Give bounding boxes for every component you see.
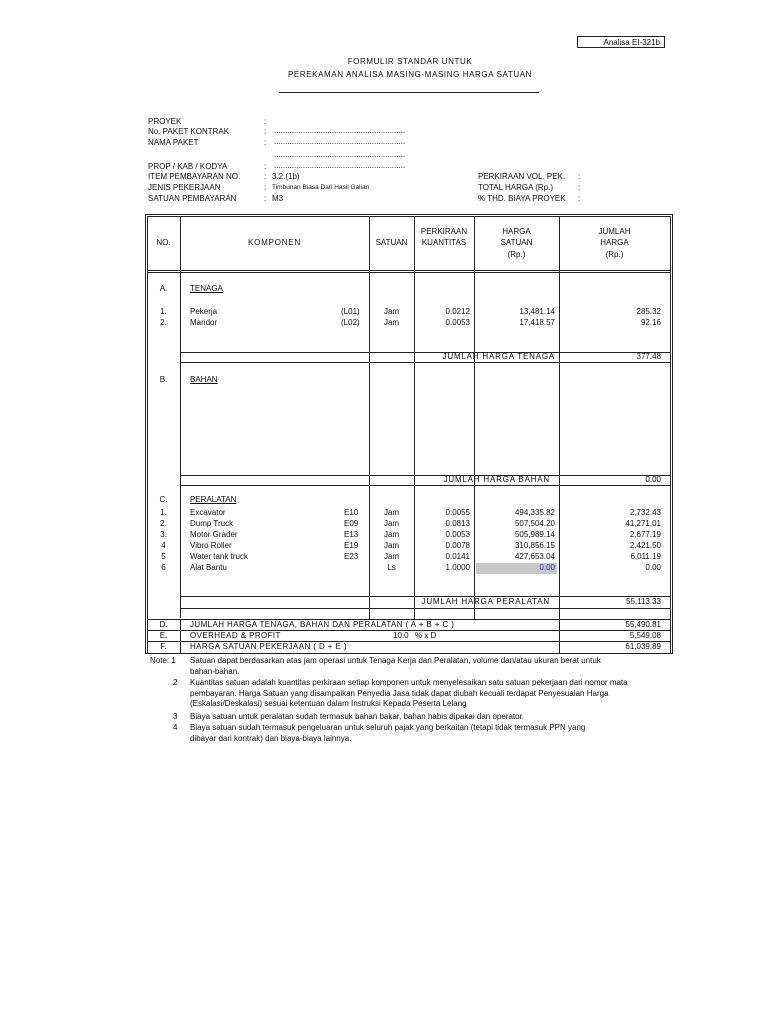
summary-d-letter: D. xyxy=(159,620,168,629)
nama-dots-2: ........................................................... xyxy=(274,150,406,159)
satuan-value: M3 xyxy=(272,194,284,203)
summary-e-label: OVERHEAD & PROFIT xyxy=(190,631,281,640)
col-header-kuantitas-2: KUANTITAS xyxy=(421,238,467,247)
col-header-jumlah-3: (Rp.) xyxy=(605,250,624,259)
nama-paket-label: NAMA PAKET xyxy=(148,138,199,147)
total-label: TOTAL HARGA (Rp.) xyxy=(478,183,553,192)
summary-e-value: 5,549.08 xyxy=(629,631,661,640)
col-header-satuan: SATUAN xyxy=(375,238,408,247)
summary-e-letter: E. xyxy=(159,631,168,640)
nama-dots-1: ........................................................... xyxy=(274,137,406,146)
satuan-label: SATUAN PEMBAYARAN xyxy=(148,194,237,203)
biaya-colon: : xyxy=(578,194,581,203)
summary-e-percent: 10.0 xyxy=(393,631,409,640)
section-c-letter: C. xyxy=(159,495,168,504)
vol-colon: : xyxy=(578,172,581,181)
tenaga-sum-value: 377.48 xyxy=(636,352,661,361)
satuan-colon: : xyxy=(264,194,267,203)
biaya-label: % THD. BIAYA PROYEK xyxy=(478,194,566,203)
summary-f-letter: F. xyxy=(160,642,167,651)
note-3-text: Biaya satuan untuk peralatan sudah termasuk bahan bakar, bahan habis dipakai dan operator. xyxy=(190,712,525,721)
peralatan-sum-label: JUMLAH HARGA PERALATAN xyxy=(421,597,550,606)
section-a-letter: A. xyxy=(159,284,168,293)
total-colon: : xyxy=(578,183,581,192)
bahan-sum-label: JUMLAH HARGA BAHAN xyxy=(443,475,550,484)
section-b-title: BAHAN xyxy=(190,375,218,384)
col-header-jumlah-2: HARGA xyxy=(600,238,629,247)
note-label: Note: 1 xyxy=(150,656,176,665)
nama-colon: : xyxy=(264,138,267,147)
jenis-colon: : xyxy=(264,183,267,192)
jenis-value: Timbunan Biasa Dari Hasil Galian xyxy=(272,184,370,191)
peralatan-sum-value: 55,113.33 xyxy=(626,597,661,606)
note-4-number: 4 xyxy=(173,723,178,732)
section-b-letter: B. xyxy=(159,375,168,384)
note-3-number: 3 xyxy=(173,712,178,721)
note-4-text: Biaya satuan sudah termasuk pengeluaran untuk seluruh pajak yang berkaitan (tetapi tidak termasuk PPN yang dibayar dari kontrak) dan biaya-biaya lainnya. xyxy=(190,723,586,743)
section-c-title: PERALATAN xyxy=(190,495,237,504)
summary-f-label: HARGA SATUAN PEKERJAAN ( D + E ) xyxy=(190,642,347,651)
jenis-label: JENIS PEKERJAAN xyxy=(148,183,221,192)
summary-f-value: 61,039.89 xyxy=(625,642,661,651)
summary-d-value: 55,490.81 xyxy=(625,620,661,629)
section-a-title: TENAGA xyxy=(190,284,223,293)
paket-colon: : xyxy=(264,127,267,136)
vol-label: PERKIRAAN VOL. PEK. xyxy=(478,172,566,181)
paket-dots: ........................................................... xyxy=(274,126,406,135)
col-header-harga-1: HARGA xyxy=(502,227,531,236)
title-underline xyxy=(279,92,539,93)
proyek-colon: : xyxy=(264,117,267,126)
col-header-komponen: KOMPONEN xyxy=(247,238,302,247)
prop-colon: : xyxy=(264,162,267,171)
tenaga-sum-label: JUMLAH HARGA TENAGA xyxy=(442,352,555,361)
col-header-harga-2: SATUAN xyxy=(500,238,533,247)
bahan-sum-value: 0.00 xyxy=(645,475,661,484)
col-header-jumlah-1: JUMLAH xyxy=(598,227,631,236)
proyek-label: PROYEK xyxy=(148,117,182,126)
col-header-kuantitas-1: PERKIRAAN xyxy=(420,227,468,236)
prop-label: PROP / KAB / KODYA xyxy=(148,162,228,171)
alat-bantu-price-value: 0.00 xyxy=(539,563,555,572)
summary-d-label: JUMLAH HARGA TENAGA, BAHAN DAN PERALATAN ( A + B + C ) xyxy=(190,620,455,629)
summary-e-formula: % x D xyxy=(415,631,437,640)
form-title-line1: FORMULIR STANDAR UNTUK xyxy=(347,57,473,66)
note-2-text: Kuantitas satuan adalah kuantitas perkiraan setiap komponen untuk menyelesaikan satu satuan pekerjaan dari nomor mata pembayaran. Harga Satuan yang disampaikan Penyedia Jasa tidak dapat diubah kecuali terdapat Penyesuaian Harga (Eskalasi/Deskalasi) sesuai ketentuan dalam Instruksi Kepada Peserta Lelang xyxy=(190,678,628,708)
form-title-line2: PEREKAMAN ANALISA MASING-MASING HARGA SATUAN xyxy=(287,70,533,79)
note-2-number: 2 xyxy=(173,678,178,687)
col-header-harga-3: (Rp.) xyxy=(507,250,526,259)
col-header-no: NO. xyxy=(156,238,171,247)
item-label: ITEM PEMBAYARAN NO. xyxy=(148,172,241,181)
item-colon: : xyxy=(264,172,267,181)
item-value: 3.2.(1b) xyxy=(272,172,300,181)
note-1-text: Satuan dapat berdasarkan atas jam operasi untuk Tenaga Kerja dan Peralatan, volume dan/atau ukuran berat untuk bahan-bahan. xyxy=(190,656,601,676)
prop-dots: ........................................................... xyxy=(274,161,406,170)
paket-label: No. PAKET KONTRAK xyxy=(148,127,230,136)
form-reference-code: Analisa EI-321b xyxy=(577,36,665,48)
